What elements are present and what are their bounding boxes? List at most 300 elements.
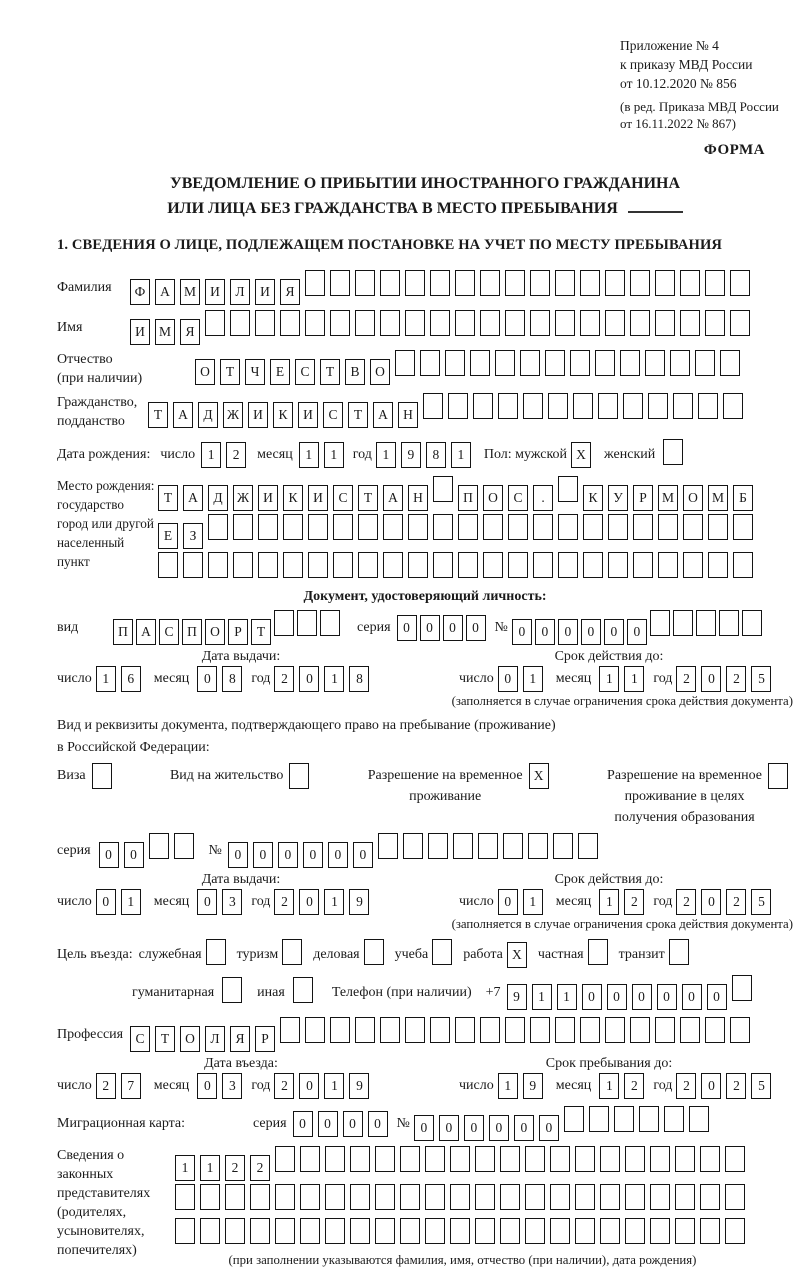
profession-cell[interactable]: Я [230, 1026, 250, 1052]
residence-number-cell[interactable] [428, 833, 448, 859]
birth-place-cell[interactable] [183, 552, 203, 578]
citizenship-cell[interactable] [448, 393, 468, 419]
surname-cell[interactable] [580, 270, 600, 296]
profession-cell[interactable] [280, 1017, 300, 1043]
birth-place-cell[interactable] [683, 514, 703, 540]
profession-cell[interactable] [655, 1017, 675, 1043]
birth-place-cell[interactable] [558, 552, 578, 578]
entry-year-cell[interactable]: 2 [274, 1073, 294, 1099]
citizenship-cell[interactable] [548, 393, 568, 419]
surname-cell[interactable] [480, 270, 500, 296]
representative-cell[interactable] [375, 1184, 395, 1210]
patronymic-cell[interactable] [395, 350, 415, 376]
issue-month-cell[interactable]: 0 [197, 666, 217, 692]
patronymic-cell[interactable]: Е [270, 359, 290, 385]
representative-cell[interactable] [275, 1146, 295, 1172]
birth-place-cell[interactable] [483, 514, 503, 540]
entry-year-cell[interactable]: 0 [299, 1073, 319, 1099]
given-name-cell[interactable] [330, 310, 350, 336]
representative-cell[interactable]: 1 [175, 1155, 195, 1181]
birth-place-cell[interactable] [608, 552, 628, 578]
representative-cell[interactable] [650, 1184, 670, 1210]
representative-cell[interactable] [325, 1218, 345, 1244]
residence-series-cell[interactable] [174, 833, 194, 859]
birth-place-cell[interactable] [308, 552, 328, 578]
profession-cell[interactable] [505, 1017, 525, 1043]
representative-cell[interactable] [550, 1146, 570, 1172]
residence-series-cell[interactable] [149, 833, 169, 859]
birth-place-cell[interactable]: Т [358, 485, 378, 511]
birth-place-cell[interactable]: И [258, 485, 278, 511]
surname-cell[interactable] [305, 270, 325, 296]
residence-series-cell[interactable]: 0 [124, 842, 144, 868]
residence-number-cell[interactable]: 0 [253, 842, 273, 868]
profession-cell[interactable] [555, 1017, 575, 1043]
doc-type-cell[interactable]: П [182, 619, 202, 645]
representative-cell[interactable] [550, 1184, 570, 1210]
representative-cell[interactable] [225, 1218, 245, 1244]
migration-number-cell[interactable]: 0 [539, 1115, 559, 1141]
expiry-month-cell[interactable]: 1 [624, 666, 644, 692]
birth-day-cell[interactable]: 2 [226, 442, 246, 468]
given-name-cell[interactable] [255, 310, 275, 336]
birth-month-cell[interactable]: 1 [324, 442, 344, 468]
representative-cell[interactable] [675, 1218, 695, 1244]
residence-number-cell[interactable]: 0 [278, 842, 298, 868]
representative-cell[interactable] [425, 1146, 445, 1172]
issue-year-cell[interactable]: 2 [274, 889, 294, 915]
surname-cell[interactable] [530, 270, 550, 296]
birth-place-cell[interactable]: М [708, 485, 728, 511]
representative-cell[interactable] [350, 1184, 370, 1210]
birth-place-cell[interactable]: К [583, 485, 603, 511]
migration-number-cell[interactable]: 0 [414, 1115, 434, 1141]
representative-cell[interactable]: 2 [250, 1155, 270, 1181]
residence-number-cell[interactable] [503, 833, 523, 859]
phone-digit-cell[interactable]: 0 [582, 984, 602, 1010]
migration-number-cell[interactable] [639, 1106, 659, 1132]
birth-place-cell[interactable]: Д [208, 485, 228, 511]
doc-number-cell[interactable] [673, 610, 693, 636]
patronymic-cell[interactable] [545, 350, 565, 376]
doc-type-cell[interactable] [274, 610, 294, 636]
doc-type-cell[interactable]: Т [251, 619, 271, 645]
residence-number-cell[interactable] [528, 833, 548, 859]
profession-cell[interactable] [405, 1017, 425, 1043]
profession-cell[interactable] [605, 1017, 625, 1043]
representative-cell[interactable] [175, 1184, 195, 1210]
surname-cell[interactable] [730, 270, 750, 296]
female-checkbox[interactable] [663, 439, 683, 465]
birth-place-cell[interactable] [558, 514, 578, 540]
purpose-study-checkbox[interactable] [432, 939, 452, 965]
birth-place-cell[interactable] [483, 552, 503, 578]
representative-cell[interactable] [275, 1184, 295, 1210]
citizenship-cell[interactable]: А [173, 402, 193, 428]
patronymic-cell[interactable] [570, 350, 590, 376]
expiry-year-cell[interactable]: 5 [751, 666, 771, 692]
birth-place-cell[interactable] [683, 552, 703, 578]
birth-place-cell[interactable]: П [458, 485, 478, 511]
phone-digit-cell[interactable]: 0 [657, 984, 677, 1010]
birth-place-cell[interactable] [283, 552, 303, 578]
birth-year-cell[interactable]: 8 [426, 442, 446, 468]
citizenship-cell[interactable] [723, 393, 743, 419]
surname-cell[interactable] [505, 270, 525, 296]
citizenship-cell[interactable]: С [323, 402, 343, 428]
citizenship-cell[interactable]: И [248, 402, 268, 428]
profession-cell[interactable] [430, 1017, 450, 1043]
expiry-day-cell[interactable]: 1 [523, 666, 543, 692]
surname-cell[interactable] [430, 270, 450, 296]
patronymic-cell[interactable]: О [370, 359, 390, 385]
surname-cell[interactable] [680, 270, 700, 296]
patronymic-cell[interactable]: В [345, 359, 365, 385]
representative-cell[interactable] [625, 1184, 645, 1210]
representative-cell[interactable] [650, 1218, 670, 1244]
residence-number-cell[interactable] [478, 833, 498, 859]
representative-cell[interactable] [225, 1184, 245, 1210]
citizenship-cell[interactable]: Ж [223, 402, 243, 428]
given-name-cell[interactable]: И [130, 319, 150, 345]
entry-day-cell[interactable]: 2 [96, 1073, 116, 1099]
residence-number-cell[interactable] [578, 833, 598, 859]
birth-place-cell[interactable] [583, 514, 603, 540]
birth-place-cell[interactable] [433, 552, 453, 578]
birth-place-cell[interactable]: И [308, 485, 328, 511]
phone-digit-cell[interactable] [732, 975, 752, 1001]
representative-cell[interactable] [725, 1218, 745, 1244]
given-name-cell[interactable] [380, 310, 400, 336]
birth-place-cell[interactable] [733, 552, 753, 578]
birth-place-cell[interactable] [583, 552, 603, 578]
birth-place-cell[interactable] [333, 552, 353, 578]
birth-place-cell[interactable] [708, 552, 728, 578]
given-name-cell[interactable] [280, 310, 300, 336]
patronymic-cell[interactable] [595, 350, 615, 376]
issue-month-cell[interactable]: 0 [197, 889, 217, 915]
representative-cell[interactable] [250, 1218, 270, 1244]
citizenship-cell[interactable]: К [273, 402, 293, 428]
representative-cell[interactable] [525, 1146, 545, 1172]
representative-cell[interactable] [300, 1146, 320, 1172]
expiry-year-cell[interactable]: 2 [726, 666, 746, 692]
representative-cell[interactable] [200, 1218, 220, 1244]
profession-cell[interactable]: Р [255, 1026, 275, 1052]
phone-digit-cell[interactable]: 1 [557, 984, 577, 1010]
representative-cell[interactable] [525, 1184, 545, 1210]
patronymic-cell[interactable] [620, 350, 640, 376]
surname-cell[interactable] [630, 270, 650, 296]
issue-month-cell[interactable]: 3 [222, 889, 242, 915]
issue-day-cell[interactable]: 0 [96, 889, 116, 915]
profession-cell[interactable] [530, 1017, 550, 1043]
given-name-cell[interactable]: Я [180, 319, 200, 345]
given-name-cell[interactable] [505, 310, 525, 336]
representative-cell[interactable] [425, 1218, 445, 1244]
birth-place-cell[interactable]: . [533, 485, 553, 511]
birth-place-cell[interactable] [433, 476, 453, 502]
birth-place-cell[interactable] [383, 552, 403, 578]
issue-year-cell[interactable]: 1 [324, 889, 344, 915]
birth-place-cell[interactable] [358, 514, 378, 540]
phone-digit-cell[interactable]: 9 [507, 984, 527, 1010]
representative-cell[interactable] [700, 1146, 720, 1172]
expiry-month-cell[interactable]: 1 [599, 889, 619, 915]
profession-cell[interactable] [705, 1017, 725, 1043]
profession-cell[interactable]: О [180, 1026, 200, 1052]
issue-day-cell[interactable]: 1 [121, 889, 141, 915]
birth-year-cell[interactable]: 1 [451, 442, 471, 468]
birth-place-cell[interactable] [383, 514, 403, 540]
surname-cell[interactable]: Ф [130, 279, 150, 305]
birth-place-cell[interactable]: Ж [233, 485, 253, 511]
patronymic-cell[interactable] [470, 350, 490, 376]
citizenship-cell[interactable] [623, 393, 643, 419]
representative-cell[interactable] [350, 1218, 370, 1244]
patronymic-cell[interactable]: О [195, 359, 215, 385]
doc-number-cell[interactable]: 0 [627, 619, 647, 645]
birth-place-cell[interactable]: С [508, 485, 528, 511]
patronymic-cell[interactable] [420, 350, 440, 376]
surname-cell[interactable]: И [205, 279, 225, 305]
profession-cell[interactable] [630, 1017, 650, 1043]
given-name-cell[interactable] [580, 310, 600, 336]
birth-place-cell[interactable] [633, 514, 653, 540]
birth-place-cell[interactable] [658, 552, 678, 578]
representative-cell[interactable] [450, 1146, 470, 1172]
representative-cell[interactable] [300, 1218, 320, 1244]
stay-month-cell[interactable]: 1 [599, 1073, 619, 1099]
representative-cell[interactable] [700, 1218, 720, 1244]
representative-cell[interactable] [325, 1146, 345, 1172]
migration-series-cell[interactable]: 0 [343, 1111, 363, 1137]
profession-cell[interactable]: Т [155, 1026, 175, 1052]
issue-month-cell[interactable]: 8 [222, 666, 242, 692]
birth-place-cell[interactable] [233, 514, 253, 540]
birth-place-cell[interactable] [283, 514, 303, 540]
representative-cell[interactable] [625, 1218, 645, 1244]
doc-type-cell[interactable]: С [159, 619, 179, 645]
entry-month-cell[interactable]: 0 [197, 1073, 217, 1099]
profession-cell[interactable] [380, 1017, 400, 1043]
surname-cell[interactable] [455, 270, 475, 296]
citizenship-cell[interactable]: И [298, 402, 318, 428]
representative-cell[interactable] [175, 1218, 195, 1244]
patronymic-cell[interactable]: Т [220, 359, 240, 385]
residence-number-cell[interactable]: 0 [328, 842, 348, 868]
birth-year-cell[interactable]: 1 [376, 442, 396, 468]
birth-place-cell[interactable] [733, 514, 753, 540]
birth-place-cell[interactable] [433, 514, 453, 540]
stay-year-cell[interactable]: 5 [751, 1073, 771, 1099]
birth-place-cell[interactable]: Т [158, 485, 178, 511]
issue-year-cell[interactable]: 0 [299, 889, 319, 915]
stay-day-cell[interactable]: 9 [523, 1073, 543, 1099]
patronymic-cell[interactable] [495, 350, 515, 376]
male-checkbox[interactable]: X [571, 442, 591, 468]
issue-year-cell[interactable]: 9 [349, 889, 369, 915]
citizenship-cell[interactable]: Т [148, 402, 168, 428]
doc-number-cell[interactable]: 0 [512, 619, 532, 645]
doc-type-cell[interactable]: А [136, 619, 156, 645]
given-name-cell[interactable] [530, 310, 550, 336]
migration-number-cell[interactable]: 0 [439, 1115, 459, 1141]
birth-place-cell[interactable] [558, 476, 578, 502]
doc-series-cell[interactable]: 0 [420, 615, 440, 641]
surname-cell[interactable]: М [180, 279, 200, 305]
given-name-cell[interactable]: М [155, 319, 175, 345]
representative-cell[interactable] [475, 1184, 495, 1210]
birth-place-cell[interactable]: О [483, 485, 503, 511]
surname-cell[interactable] [330, 270, 350, 296]
given-name-cell[interactable] [555, 310, 575, 336]
residence-number-cell[interactable]: 0 [353, 842, 373, 868]
given-name-cell[interactable] [705, 310, 725, 336]
purpose-private-checkbox[interactable] [588, 939, 608, 965]
migration-number-cell[interactable] [664, 1106, 684, 1132]
profession-cell[interactable] [580, 1017, 600, 1043]
phone-digit-cell[interactable]: 0 [607, 984, 627, 1010]
migration-number-cell[interactable]: 0 [514, 1115, 534, 1141]
birth-place-cell[interactable] [508, 552, 528, 578]
profession-cell[interactable]: Л [205, 1026, 225, 1052]
birth-place-cell[interactable]: О [683, 485, 703, 511]
given-name-cell[interactable] [680, 310, 700, 336]
given-name-cell[interactable] [480, 310, 500, 336]
profession-cell[interactable]: С [130, 1026, 150, 1052]
surname-cell[interactable] [655, 270, 675, 296]
expiry-year-cell[interactable]: 2 [676, 666, 696, 692]
entry-month-cell[interactable]: 3 [222, 1073, 242, 1099]
representative-cell[interactable] [325, 1184, 345, 1210]
birth-place-cell[interactable] [608, 514, 628, 540]
purpose-transit-checkbox[interactable] [669, 939, 689, 965]
profession-cell[interactable] [455, 1017, 475, 1043]
birth-place-cell[interactable] [258, 514, 278, 540]
birth-day-cell[interactable]: 1 [201, 442, 221, 468]
expiry-day-cell[interactable]: 1 [523, 889, 543, 915]
residence-number-cell[interactable]: 0 [303, 842, 323, 868]
representative-cell[interactable] [725, 1146, 745, 1172]
patronymic-cell[interactable] [670, 350, 690, 376]
purpose-work-checkbox[interactable]: X [507, 942, 527, 968]
representative-cell[interactable] [400, 1218, 420, 1244]
birth-place-cell[interactable] [208, 514, 228, 540]
citizenship-cell[interactable] [423, 393, 443, 419]
doc-series-cell[interactable]: 0 [397, 615, 417, 641]
given-name-cell[interactable] [305, 310, 325, 336]
stay-year-cell[interactable]: 2 [726, 1073, 746, 1099]
phone-digit-cell[interactable]: 0 [682, 984, 702, 1010]
surname-cell[interactable] [380, 270, 400, 296]
representative-cell[interactable] [400, 1146, 420, 1172]
temp-residence-permit-checkbox[interactable]: X [529, 763, 549, 789]
birth-place-cell[interactable] [158, 552, 178, 578]
representative-cell[interactable] [450, 1218, 470, 1244]
doc-number-cell[interactable]: 0 [558, 619, 578, 645]
representative-cell[interactable] [550, 1218, 570, 1244]
expiry-year-cell[interactable]: 2 [676, 889, 696, 915]
given-name-cell[interactable] [430, 310, 450, 336]
surname-cell[interactable] [405, 270, 425, 296]
birth-place-cell[interactable]: А [383, 485, 403, 511]
representative-cell[interactable] [400, 1184, 420, 1210]
citizenship-cell[interactable]: А [373, 402, 393, 428]
expiry-year-cell[interactable]: 2 [726, 889, 746, 915]
representative-cell[interactable] [525, 1218, 545, 1244]
doc-type-cell[interactable]: О [205, 619, 225, 645]
birth-place-cell[interactable] [658, 514, 678, 540]
residence-number-cell[interactable] [378, 833, 398, 859]
issue-year-cell[interactable]: 8 [349, 666, 369, 692]
representative-cell[interactable] [600, 1184, 620, 1210]
birth-place-cell[interactable]: Е [158, 523, 178, 549]
phone-digit-cell[interactable]: 0 [632, 984, 652, 1010]
entry-day-cell[interactable]: 7 [121, 1073, 141, 1099]
entry-year-cell[interactable]: 9 [349, 1073, 369, 1099]
birth-year-cell[interactable]: 9 [401, 442, 421, 468]
surname-cell[interactable] [605, 270, 625, 296]
surname-cell[interactable]: А [155, 279, 175, 305]
residence-permit-checkbox[interactable] [289, 763, 309, 789]
surname-cell[interactable]: И [255, 279, 275, 305]
profession-cell[interactable] [305, 1017, 325, 1043]
entry-year-cell[interactable]: 1 [324, 1073, 344, 1099]
profession-cell[interactable] [480, 1017, 500, 1043]
citizenship-cell[interactable] [523, 393, 543, 419]
given-name-cell[interactable] [455, 310, 475, 336]
doc-number-cell[interactable] [650, 610, 670, 636]
representative-cell[interactable] [600, 1218, 620, 1244]
issue-day-cell[interactable]: 1 [96, 666, 116, 692]
birth-place-cell[interactable]: М [658, 485, 678, 511]
birth-place-cell[interactable] [508, 514, 528, 540]
expiry-month-cell[interactable]: 1 [599, 666, 619, 692]
patronymic-cell[interactable] [445, 350, 465, 376]
purpose-business-checkbox[interactable] [364, 939, 384, 965]
birth-place-cell[interactable] [533, 514, 553, 540]
edu-residence-permit-checkbox[interactable] [768, 763, 788, 789]
birth-place-cell[interactable]: У [608, 485, 628, 511]
birth-place-cell[interactable] [458, 552, 478, 578]
birth-place-cell[interactable] [408, 552, 428, 578]
representative-cell[interactable] [700, 1184, 720, 1210]
citizenship-cell[interactable] [648, 393, 668, 419]
given-name-cell[interactable] [605, 310, 625, 336]
given-name-cell[interactable] [655, 310, 675, 336]
migration-number-cell[interactable] [614, 1106, 634, 1132]
migration-number-cell[interactable] [589, 1106, 609, 1132]
purpose-other-checkbox[interactable] [293, 977, 313, 1003]
given-name-cell[interactable] [205, 310, 225, 336]
given-name-cell[interactable] [355, 310, 375, 336]
residence-number-cell[interactable] [403, 833, 423, 859]
patronymic-cell[interactable] [645, 350, 665, 376]
migration-series-cell[interactable]: 0 [318, 1111, 338, 1137]
citizenship-cell[interactable]: Т [348, 402, 368, 428]
patronymic-cell[interactable]: Ч [245, 359, 265, 385]
purpose-tourism-checkbox[interactable] [282, 939, 302, 965]
patronymic-cell[interactable] [695, 350, 715, 376]
patronymic-cell[interactable] [720, 350, 740, 376]
doc-number-cell[interactable] [742, 610, 762, 636]
citizenship-cell[interactable] [673, 393, 693, 419]
representative-cell[interactable] [425, 1184, 445, 1210]
representative-cell[interactable] [650, 1146, 670, 1172]
expiry-day-cell[interactable]: 0 [498, 889, 518, 915]
expiry-month-cell[interactable]: 2 [624, 889, 644, 915]
